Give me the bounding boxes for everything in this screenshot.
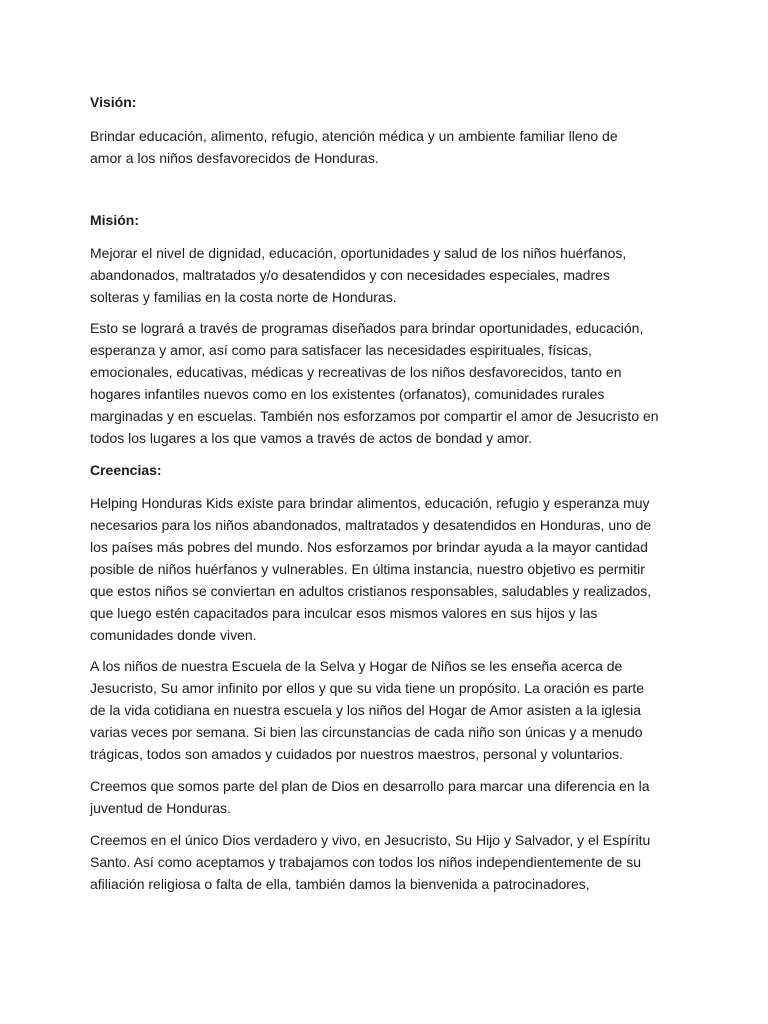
creencias-paragraph-3 — [90, 775, 690, 819]
text-line: Helping Honduras Kids existe para brindar alimentos, educación, refugio y esperanza muy — [90, 495, 650, 511]
text-line: Mejorar el nivel de dignidad, educación, oportunidades y salud de los niños huérfanos, — [90, 245, 627, 261]
text-line: solteras y familias en la costa norte de Honduras. — [90, 289, 397, 305]
text-line: varias veces por semana. Si bien las circunstancias de cada niño son únicas y a menudo — [90, 724, 643, 740]
text-line: Brindar educación, alimento, refugio, atención médica y un ambiente familiar lleno de — [90, 128, 618, 144]
document-page — [90, 93, 690, 895]
text-line: abandonados, maltratados y/o desatendidos y con necesidades especiales, madres — [90, 267, 610, 283]
text-line: que luego estén capacitados para inculcar esos mismos valores en sus hijos y las — [90, 605, 598, 621]
text-line: que estos niños se conviertan en adultos cristianos responsables, saludables y realizados, — [90, 583, 652, 599]
text-line: A los niños de nuestra Escuela de la Selva y Hogar de Niños se les enseña acerca de — [90, 658, 623, 674]
mision-paragraph-1 — [90, 242, 690, 308]
text-line: los países más pobres del mundo. Nos esforzamos por brindar ayuda a la mayor cantidad — [90, 539, 648, 555]
text-line: amor a los niños desfavorecidos de Honduras. — [90, 150, 379, 166]
vision-heading: Visión: — [90, 94, 137, 110]
text-line: trágicas, todos son amados y cuidados por nuestros maestros, personal y voluntarios. — [90, 746, 624, 762]
mision-paragraph-2 — [90, 317, 690, 449]
text-line: necesarios para los niños abandonados, maltratados y desatendidos en Honduras, uno de — [90, 517, 652, 533]
text-line: comunidades donde viven. — [90, 627, 257, 643]
vision-paragraph — [90, 125, 690, 169]
text-line: juventud de Honduras. — [90, 800, 231, 816]
text-line: esperanza y amor, así como para satisfacer las necesidades espirituales, físicas, — [90, 342, 592, 358]
text-line: emocionales, educativas, médicas y recreativas de los niños desfavorecidos, tanto en — [90, 364, 622, 380]
text-line: hogares infantiles nuevos como en los existentes (orfanatos), comunidades rurales — [90, 386, 605, 402]
creencias-paragraph-1 — [90, 492, 690, 646]
creencias-paragraph-2 — [90, 655, 690, 765]
mision-heading: Misión: — [90, 212, 139, 228]
creencias-paragraph-4 — [90, 829, 690, 895]
text-line: de la vida cotidiana en nuestra escuela y los niños del Hogar de Amor asisten a la iglesia — [90, 702, 641, 718]
text-line: Esto se logrará a través de programas diseñados para brindar oportunidades, educación, — [90, 320, 644, 336]
text-line: posible de niños huérfanos y vulnerables. En última instancia, nuestro objetivo es permitir — [90, 561, 645, 577]
text-line: Jesucristo, Su amor infinito por ellos y que su vida tiene un propósito. La oración es parte — [90, 680, 645, 696]
creencias-heading: Creencias: — [90, 462, 162, 478]
text-line: Creemos que somos parte del plan de Dios en desarrollo para marcar una diferencia en la — [90, 778, 650, 794]
text-line: Santo. Así como aceptamos y trabajamos con todos los niños independientemente de su — [90, 854, 642, 870]
text-line: afiliación religiosa o falta de ella, también damos la bienvenida a patrocinadores, — [90, 876, 590, 892]
text-line: Creemos en el único Dios verdadero y vivo, en Jesucristo, Su Hijo y Salvador, y el Espíritu — [90, 832, 651, 848]
text-line: marginadas y en escuelas. También nos esforzamos por compartir el amor de Jesucristo en — [90, 408, 659, 424]
text-line: todos los lugares a los que vamos a través de actos de bondad y amor. — [90, 430, 533, 446]
